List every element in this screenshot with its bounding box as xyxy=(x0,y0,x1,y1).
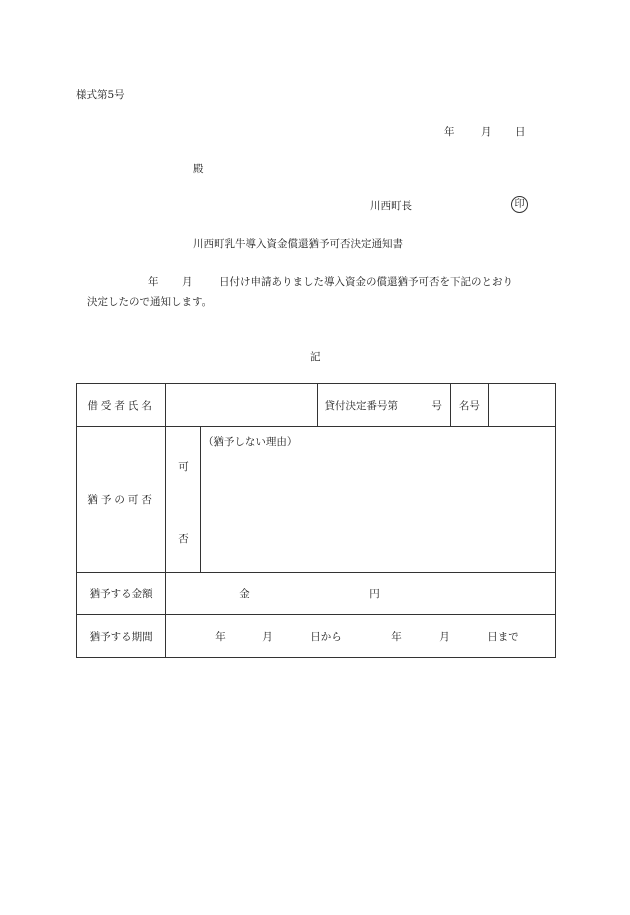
deferral-label-cell xyxy=(77,427,166,573)
borrower-label: 借受者氏名 xyxy=(87,399,155,412)
ki-heading: 記 xyxy=(310,351,321,363)
amount-kin: 金 xyxy=(239,588,250,600)
period-value-cell xyxy=(166,615,556,658)
loan-decision-cell xyxy=(317,384,450,427)
loan-decision-gou: 号 xyxy=(431,400,442,412)
loan-decision-label: 貸付決定番号第 xyxy=(324,400,399,412)
amount-label-cell xyxy=(77,573,166,615)
amount-value-cell xyxy=(166,573,556,615)
count-label: 名号 xyxy=(458,399,480,412)
date-month: 月 xyxy=(481,126,492,138)
body-line2-text: 決定したので通知します。 xyxy=(87,296,213,308)
period-label: 猶予する期間 xyxy=(89,630,153,643)
hi-text: 否 xyxy=(178,533,189,545)
seal-text: 印 xyxy=(514,199,525,210)
deferral-label: 猶予の可否 xyxy=(87,494,155,506)
amount-label: 猶予する金額 xyxy=(89,588,153,600)
reason-label: （猶予しない理由） xyxy=(202,436,298,448)
amount-yen: 円 xyxy=(369,588,380,600)
period-year2: 年 xyxy=(391,631,402,643)
body-year: 年 xyxy=(148,276,159,288)
body-line1-text: 日付け申請ありました導入資金の償還猶予可否を下記のとおり xyxy=(219,276,513,288)
form-number: 様式第5号 xyxy=(76,89,125,101)
ka-hi-cell xyxy=(166,427,201,573)
seal-mark xyxy=(511,196,528,213)
issuer-name: 川西町長 xyxy=(370,200,412,212)
period-until: 日まで xyxy=(487,631,519,643)
count-value-cell xyxy=(488,384,555,427)
body-month: 月 xyxy=(182,276,193,288)
date-day: 日 xyxy=(515,126,526,138)
borrower-label-cell xyxy=(77,384,166,427)
ka-text: 可 xyxy=(178,461,189,473)
date-year: 年 xyxy=(444,126,455,138)
period-from: 日から xyxy=(310,631,342,643)
addressee-suffix: 殿 xyxy=(193,163,204,175)
document-title: 川西町乳牛導入資金償還猶予可否決定通知書 xyxy=(193,238,403,250)
borrower-name-cell xyxy=(166,384,317,427)
count-label-cell xyxy=(450,384,488,427)
period-label-cell xyxy=(77,615,166,658)
reason-cell xyxy=(200,427,555,573)
deferral-table xyxy=(76,383,556,658)
period-year1: 年 xyxy=(215,631,226,643)
period-month2: 月 xyxy=(439,631,450,643)
period-month1: 月 xyxy=(262,631,273,643)
